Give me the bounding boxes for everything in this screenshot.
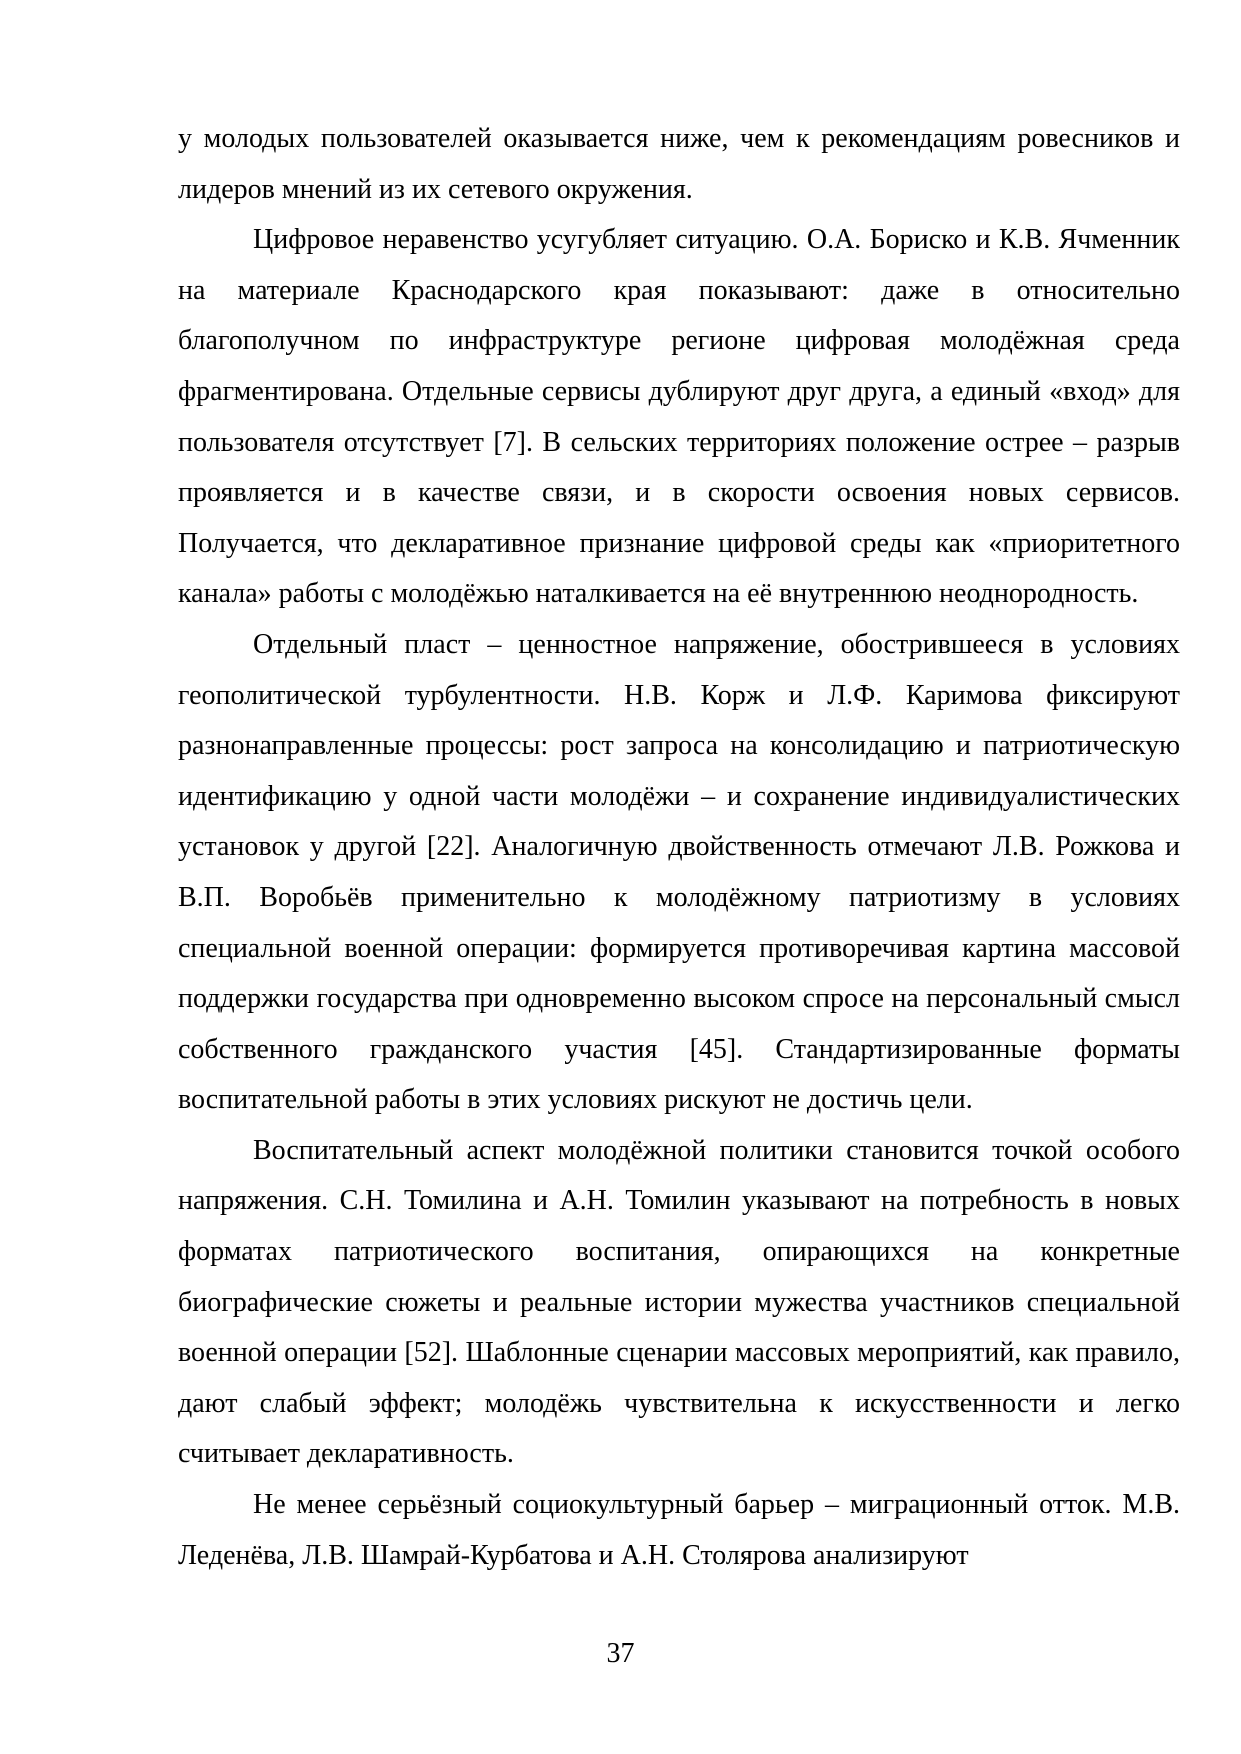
paragraph-4: Воспитательный аспект молодёжной политики становится точкой особого напряжения. С.Н. Томилина и А.Н. Томилин указывают на потребность в новых форматах патриотического воспитания, опирающихся на конкретные биографические сюжеты и реальные истории мужества участников специальной военной операции [52]. Шаблонные сценарии массовых мероприятий, как правило, дают слабый эффект; молодёжь чувствительна к искусственности и легко считывает декларативность. <box>178 1134 1180 1470</box>
paragraph-2: Цифровое неравенство усугубляет ситуацию. О.А. Бориско и К.В. Ячменник на материале Краснодарского края показывают: даже в относительно благополучном по инфраструктуре регионе цифровая молодёжная среда фрагментирована. Отдельные сервисы дублируют друг друга, а единый «вход» для пользователя отсутствует [7]. В сельских территориях положение острее – разрыв проявляется и в качестве связи, и в скорости освоения новых сервисов. Получается, что декларативное признание цифровой среды как «приоритетного канала» работы с молодёжью наталкивается на её внутреннюю неоднородность. <box>178 224 1180 610</box>
paragraph-5: Не менее серьёзный социокультурный барьер – миграционный отток. М.В. Леденёва, Л.В. Шамрай-Курбатова и А.Н. Столярова анализируют <box>178 1489 1180 1571</box>
page-number: 37 <box>606 1638 635 1669</box>
paragraph-1: у молодых пользователей оказывается ниже, чем к рекомендациям ровесников и лидеров мнений из их сетевого окружения. <box>178 123 1180 205</box>
document-body <box>178 114 1180 1581</box>
paragraph-3: Отдельный пласт – ценностное напряжение, обострившееся в условиях геополитической турбулентности. Н.В. Корж и Л.Ф. Каримова фиксируют разнонаправленные процессы: рост запроса на консолидацию и патриотическую идентификацию у одной части молодёжи – и сохранение индивидуалистических установок у другой [22]. Аналогичную двойственность отмечают Л.В. Рожкова и В.П. Воробьёв применительно к молодёжному патриотизму в условиях специальной военной операции: формируется противоречивая картина массовой поддержки государства при одновременно высоком спросе на персональный смысл собственного гражданского участия [45]. Стандартизированные форматы воспитательной работы в этих условиях рискуют не достичь цели. <box>178 628 1180 1116</box>
